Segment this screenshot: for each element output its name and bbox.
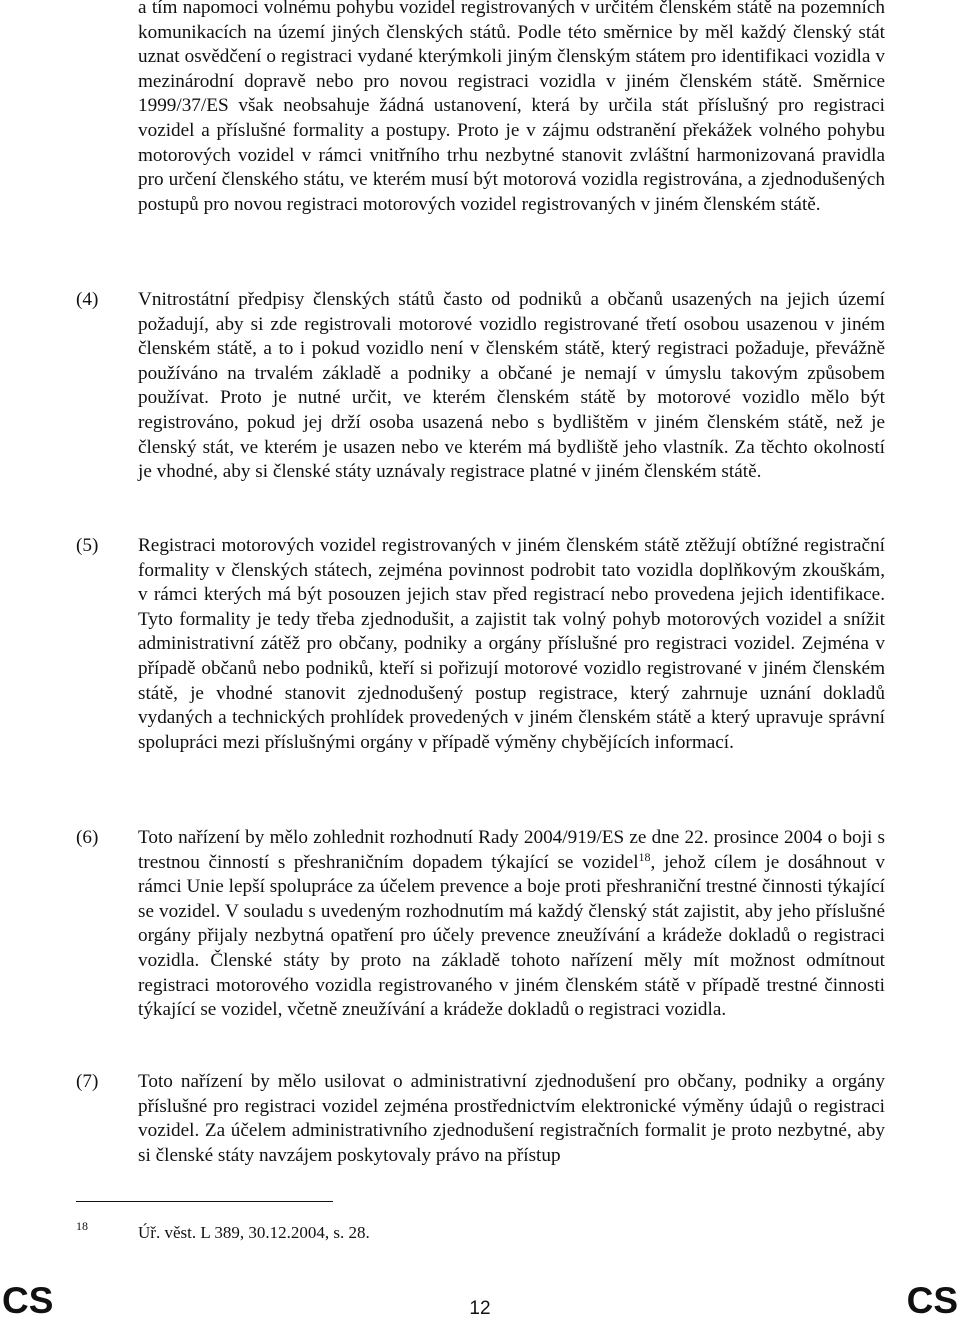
page-number: 12	[469, 1298, 491, 1319]
language-code-left: CS	[2, 1280, 54, 1321]
footnote-number: 18	[76, 1219, 88, 1233]
recital-text: Registraci motorových vozidel registrovaných v jiném členském státě ztěžují obtížné registrační formality v členských státech, zejména povinnost podrobit tato vozidla doplňkovým zkouškám, v rámci kterých má být posouzen jejich stav před registrací nebo provedena jejich identifikace. Tyto formality je tedy třeba zjednodušit, a zajistit tak volný pohyb motorových vozidel a snížit administrativní zátěž pro občany, podniky a orgány příslušné pro registraci vozidel. Zejména v případě občanů nebo podniků, kteří si pořizují motorové vozidlo registrované v jiném členském státě, je vhodné stanovit zjednodušený postup registrace, který zahrnuje uznání dokladů vydaných a technických prohlídek provedených v jiném členském státě a který upravuje správní spolupráci mezi příslušnými orgány v případě výměny chybějících informací.	[138, 535, 885, 753]
recital-number: (7)	[76, 1071, 99, 1092]
recital-text: Vnitrostátní předpisy členských států často od podniků a občanů usazených na jejich území požadují, aby si zde registrovali motorové vozidlo registrované třetí osobou usazenou v jiném členském státě, a to i pokud vozidlo není v členském státě, který registraci požaduje, převážně používáno na trvalém základě a podniky a občané je nemají v úmyslu takovým způsobem používat. Proto je nutné určit, ve kterém členském státě by motorové vozidlo mělo být registrováno, pokud jej drží osoba usazená nebo s bydlištěm v jiném členském státě, než je členský stát, ve kterém je usazen nebo ve kterém má bydliště jeho vlastník. Za těchto okolností je vhodné, aby si členské státy uznávaly registrace platné v jiném členském státě.	[138, 289, 885, 483]
recital-number: (6)	[76, 827, 99, 848]
footnote-text: Úř. věst. L 389, 30.12.2004, s. 28.	[138, 1223, 370, 1242]
language-code-right: CS	[906, 1280, 958, 1321]
recital-text-part: , jehož cílem je dosáhnout v rámci Unie lepší spolupráce za účelem prevence a boje proti přeshraniční trestné činnosti týkající se vozidel. V souladu s uvedeným rozhodnutím má každý členský stát zajistit, aby jeho příslušné orgány přijaly nezbytná opatření pro účely prevence zneužívání a krádeže dokladů o registraci vozidla. Členské státy by proto na základě tohoto nařízení měly mít možnost odmítnout registraci motorového vozidla registrovaného v jiném členském státě v případě trestné činnosti týkající se vozidel, včetně zneužívání a krádeže dokladů o registraci vozidla.	[138, 851, 885, 1021]
recital-text-part: Toto nařízení by mělo zohlednit rozhodnutí Rady 2004/919/ES ze dne 22. prosince 2004 o boji s trestnou činností s přeshraničním dopadem týkající se vozidel	[138, 827, 885, 873]
recital-number: (4)	[76, 289, 99, 310]
recital-text	[138, 826, 885, 1023]
footnote-reference[interactable]: 18	[638, 849, 651, 864]
recital-number: (5)	[76, 535, 99, 556]
footnote-divider	[76, 1201, 333, 1202]
recital-text: Toto nařízení by mělo usilovat o administrativní zjednodušení pro občany, podniky a orgány příslušné pro registraci vozidel zejména prostřednictvím elektronické výměny údajů o registraci vozidel. Za účelem administrativního zjednodušení registračních formalit je proto nezbytné, aby si členské státy navzájem poskytovaly právo na přístup	[138, 1071, 885, 1166]
lead-paragraph: a tím napomoci volnému pohybu vozidel registrovaných v určitém členském státě na pozemních komunikacích na území jiných členských států. Podle této směrnice by měl každý členský stát uznat osvědčení o registraci vydané kterýmkoli jiným členským státem pro identifikaci vozidla v mezinárodní dopravě nebo pro novou registraci vozidla v jiném členském státě. Směrnice 1999/37/ES však neobsahuje žádná ustanovení, která by určila stát příslušný pro registraci vozidel a příslušné formality a postupy. Proto je v zájmu odstranění překážek volného pohybu motorových vozidel v rámci vnitřního trhu nezbytné stanovit zvláštní harmonizovaná pravidla pro určení členského státu, ve kterém musí být motorová vozidla registrována, a zjednodušených postupů pro novou registraci motorových vozidel registrovaných v jiném členském státě.	[138, 0, 885, 215]
